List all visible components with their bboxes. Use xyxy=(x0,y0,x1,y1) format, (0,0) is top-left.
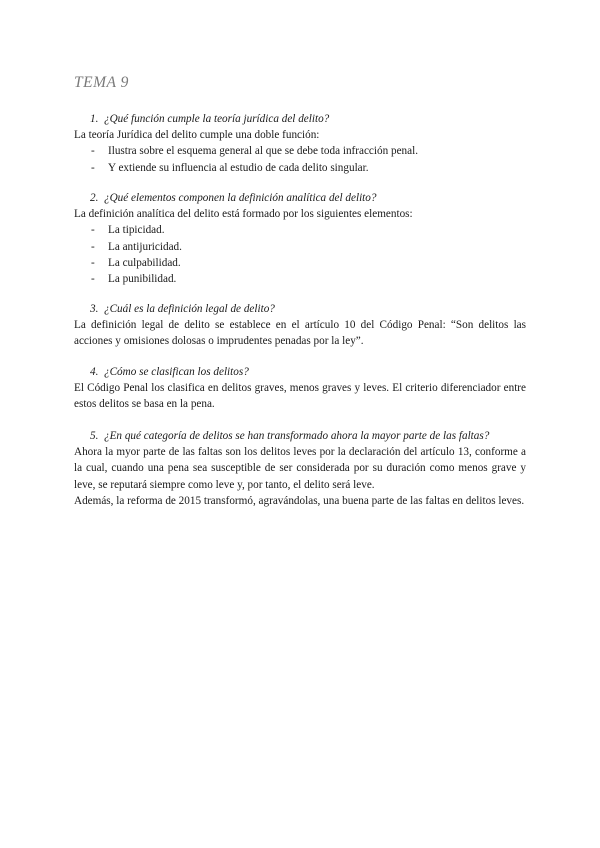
list-item xyxy=(74,143,526,159)
section-5 xyxy=(74,428,526,509)
list-item-text: Y extiende su influencia al estudio de cada delito singular. xyxy=(108,161,369,174)
dash-marker: - xyxy=(91,145,95,158)
list-item-text: La punibilidad. xyxy=(108,273,177,286)
list-item-text: La culpabilidad. xyxy=(108,256,181,269)
answer-paragraph: La definición legal de delito se establece en el artículo 10 del Código Penal: “Son delitos las acciones y omisiones dolosas o imprudentes penadas por la ley”. xyxy=(74,319,526,348)
dash-marker: - xyxy=(91,161,95,174)
answer-intro: La teoría Jurídica del delito cumple una doble función: xyxy=(74,129,320,142)
question-number: 2. xyxy=(90,192,99,204)
question-number: 3. xyxy=(90,303,99,315)
section-3 xyxy=(74,301,526,350)
question-text: ¿En qué categoría de delitos se han transformado ahora la mayor parte de las faltas? xyxy=(104,430,490,442)
list-item-text: La tipicidad. xyxy=(108,224,165,237)
document-title: TEMA 9 xyxy=(74,74,129,91)
dash-marker: - xyxy=(91,240,95,253)
answer-paragraph: Ahora la myor parte de las faltas son los delitos leves por la declaración del artículo 13, conforme a la cual, cuando una pena sea susceptible de ser considerada por su duración como menos grave y leve, se reputará siempre como leve y, por tanto, el delito será leve. xyxy=(74,446,526,491)
bullet-list xyxy=(74,222,526,287)
question-text: ¿Cuál es la definición legal de delito? xyxy=(104,303,275,315)
list-item-text: La antijuricidad. xyxy=(108,240,182,253)
answer-intro: La definición analítica del delito está formado por los siguientes elementos: xyxy=(74,208,413,221)
list-item xyxy=(74,271,526,287)
question-number: 1. xyxy=(90,113,99,125)
dash-marker: - xyxy=(91,224,95,237)
question-number: 4. xyxy=(90,366,99,378)
question-text: ¿Qué función cumple la teoría jurídica del delito? xyxy=(104,113,330,125)
dash-marker: - xyxy=(91,256,95,269)
question-heading xyxy=(74,428,526,444)
question-heading xyxy=(74,364,526,380)
list-item xyxy=(74,160,526,176)
question-heading xyxy=(74,111,526,127)
section-4 xyxy=(74,364,526,413)
dash-marker: - xyxy=(91,273,95,286)
list-item xyxy=(74,239,526,255)
question-number: 5. xyxy=(90,430,99,442)
section-1 xyxy=(74,111,526,176)
question-text: ¿Cómo se clasifican los delitos? xyxy=(104,366,249,378)
bullet-list xyxy=(74,143,526,175)
list-item xyxy=(74,222,526,238)
section-2 xyxy=(74,190,526,287)
question-heading xyxy=(74,301,526,317)
question-text: ¿Qué elementos componen la definición analítica del delito? xyxy=(104,192,377,204)
list-item-text: Ilustra sobre el esquema general al que se debe toda infracción penal. xyxy=(108,145,419,158)
answer-paragraph: Además, la reforma de 2015 transformó, agravándolas, una buena parte de las faltas en delitos leves. xyxy=(74,494,525,507)
answer-paragraph: El Código Penal los clasifica en delitos graves, menos graves y leves. El criterio diferenciador entre estos delitos se basa en la pena. xyxy=(74,382,526,411)
list-item xyxy=(74,255,526,271)
question-heading xyxy=(74,190,526,206)
